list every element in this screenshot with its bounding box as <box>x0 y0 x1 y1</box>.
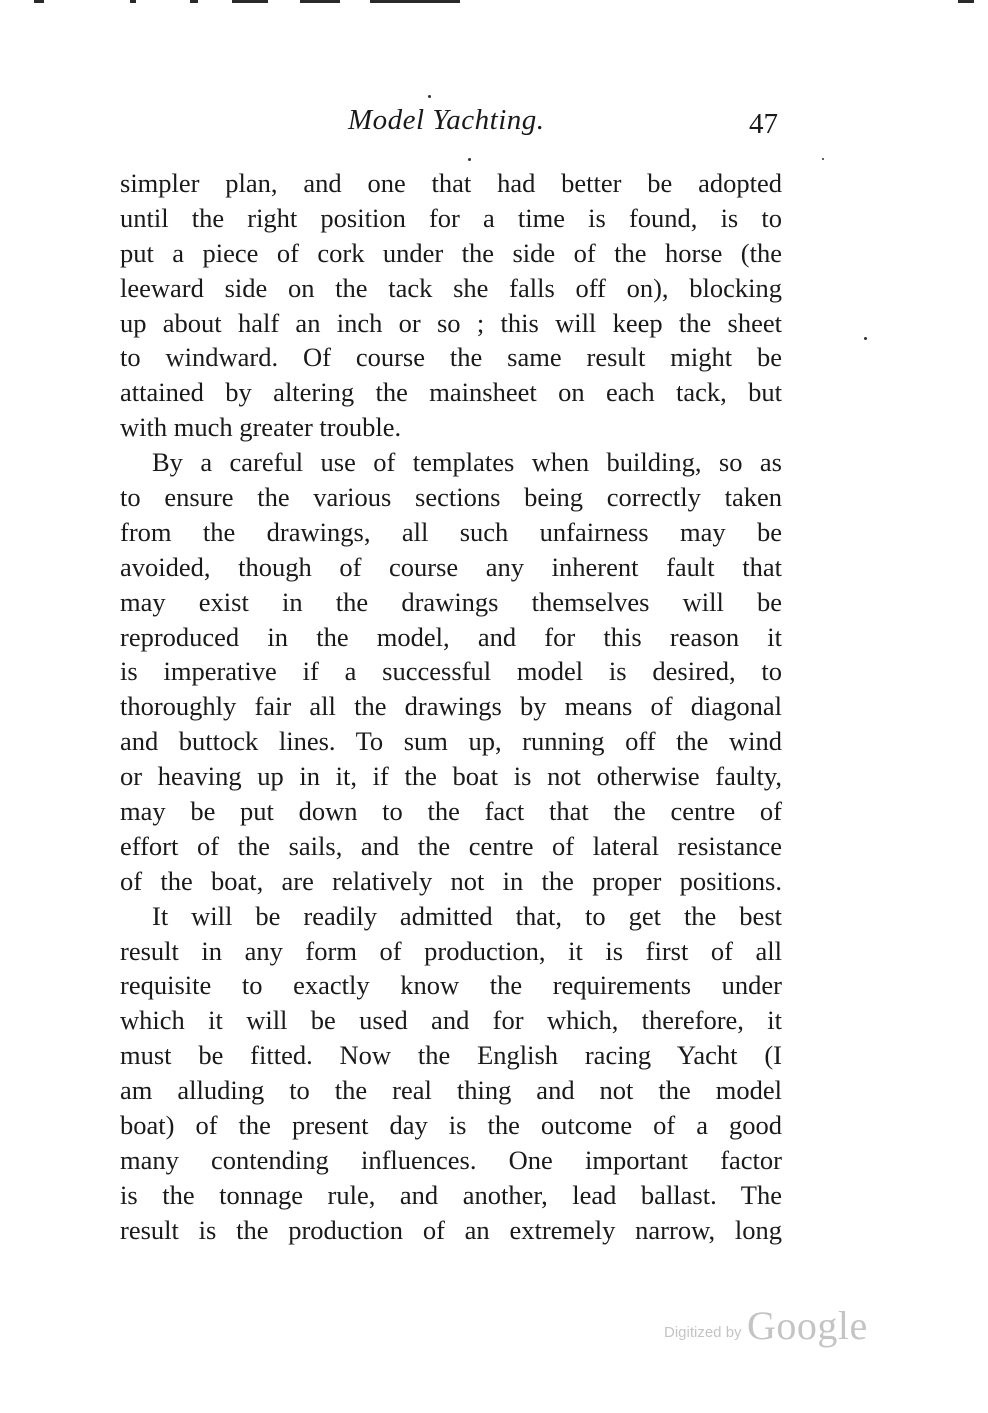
text-line: many contending influences. One important factor <box>120 1144 782 1175</box>
text-line: result is the production of an extremely narrow, long <box>120 1214 782 1245</box>
text-line: leeward side on the tack she falls off on), blocking <box>120 272 782 303</box>
paragraph <box>120 166 782 445</box>
text-line: and buttock lines. To sum up, running off the wind <box>120 726 782 757</box>
text-line: requisite to exactly know the requirements under <box>120 970 782 1001</box>
body-text <box>120 166 782 1248</box>
text-line: is the tonnage rule, and another, lead ballast. The <box>120 1179 782 1210</box>
text-line: avoided, though of course any inherent fault that <box>120 551 782 582</box>
text-line: may be put down to the fact that the centre of <box>120 796 782 827</box>
text-line: must be fitted. Now the English racing Yacht (I <box>120 1040 782 1071</box>
paragraph <box>120 899 782 1248</box>
text-line: thoroughly fair all the drawings by means of diagonal <box>120 691 782 722</box>
text-line: from the drawings, all such unfairness may be <box>120 516 782 547</box>
text-line: of the boat, are relatively not in the proper positions. <box>120 865 782 896</box>
text-line: am alluding to the real thing and not the model <box>120 1075 782 1106</box>
text-line: or heaving up in it, if the boat is not otherwise faulty, <box>120 761 782 792</box>
text-line: until the right position for a time is found, is to <box>120 202 782 233</box>
text-line: simpler plan, and one that had better be adopted <box>120 168 782 198</box>
paragraph <box>120 445 782 899</box>
text-line: with much greater trouble. <box>120 412 402 443</box>
digitized-watermark <box>664 1302 874 1352</box>
text-line: boat) of the present day is the outcome of a good <box>120 1110 782 1141</box>
ink-speck <box>428 95 431 98</box>
ink-speck <box>822 158 824 160</box>
text-line: result in any form of production, it is first of all <box>120 935 782 966</box>
running-title: Model Yachting. <box>348 104 545 136</box>
watermark-prefix: Digitized by <box>664 1324 742 1341</box>
text-line: put a piece of cork under the side of the horse (the <box>120 237 782 268</box>
ink-speck <box>864 337 867 340</box>
text-line: effort of the sails, and the centre of lateral resistance <box>120 830 782 861</box>
text-line: which it will be used and for which, therefore, it <box>120 1005 782 1036</box>
text-line: to windward. Of course the same result might be <box>120 342 782 373</box>
text-line: reproduced in the model, and for this reason it <box>120 621 782 652</box>
ink-speck <box>468 158 471 161</box>
text-line: may exist in the drawings themselves will be <box>120 586 782 617</box>
text-line: up about half an inch or so ; this will keep the sheet <box>120 307 782 338</box>
text-line: It will be readily admitted that, to get the best <box>152 900 782 931</box>
scan-top-edge <box>0 0 988 6</box>
google-logo: Google <box>747 1303 868 1348</box>
text-line: to ensure the various sections being correctly taken <box>120 482 782 513</box>
text-line: attained by altering the mainsheet on each tack, but <box>120 377 782 408</box>
page-number: 47 <box>749 108 778 140</box>
page-header <box>120 104 780 144</box>
text-line: By a careful use of templates when building, so as <box>152 447 782 478</box>
text-line: is imperative if a successful model is desired, to <box>120 656 782 687</box>
